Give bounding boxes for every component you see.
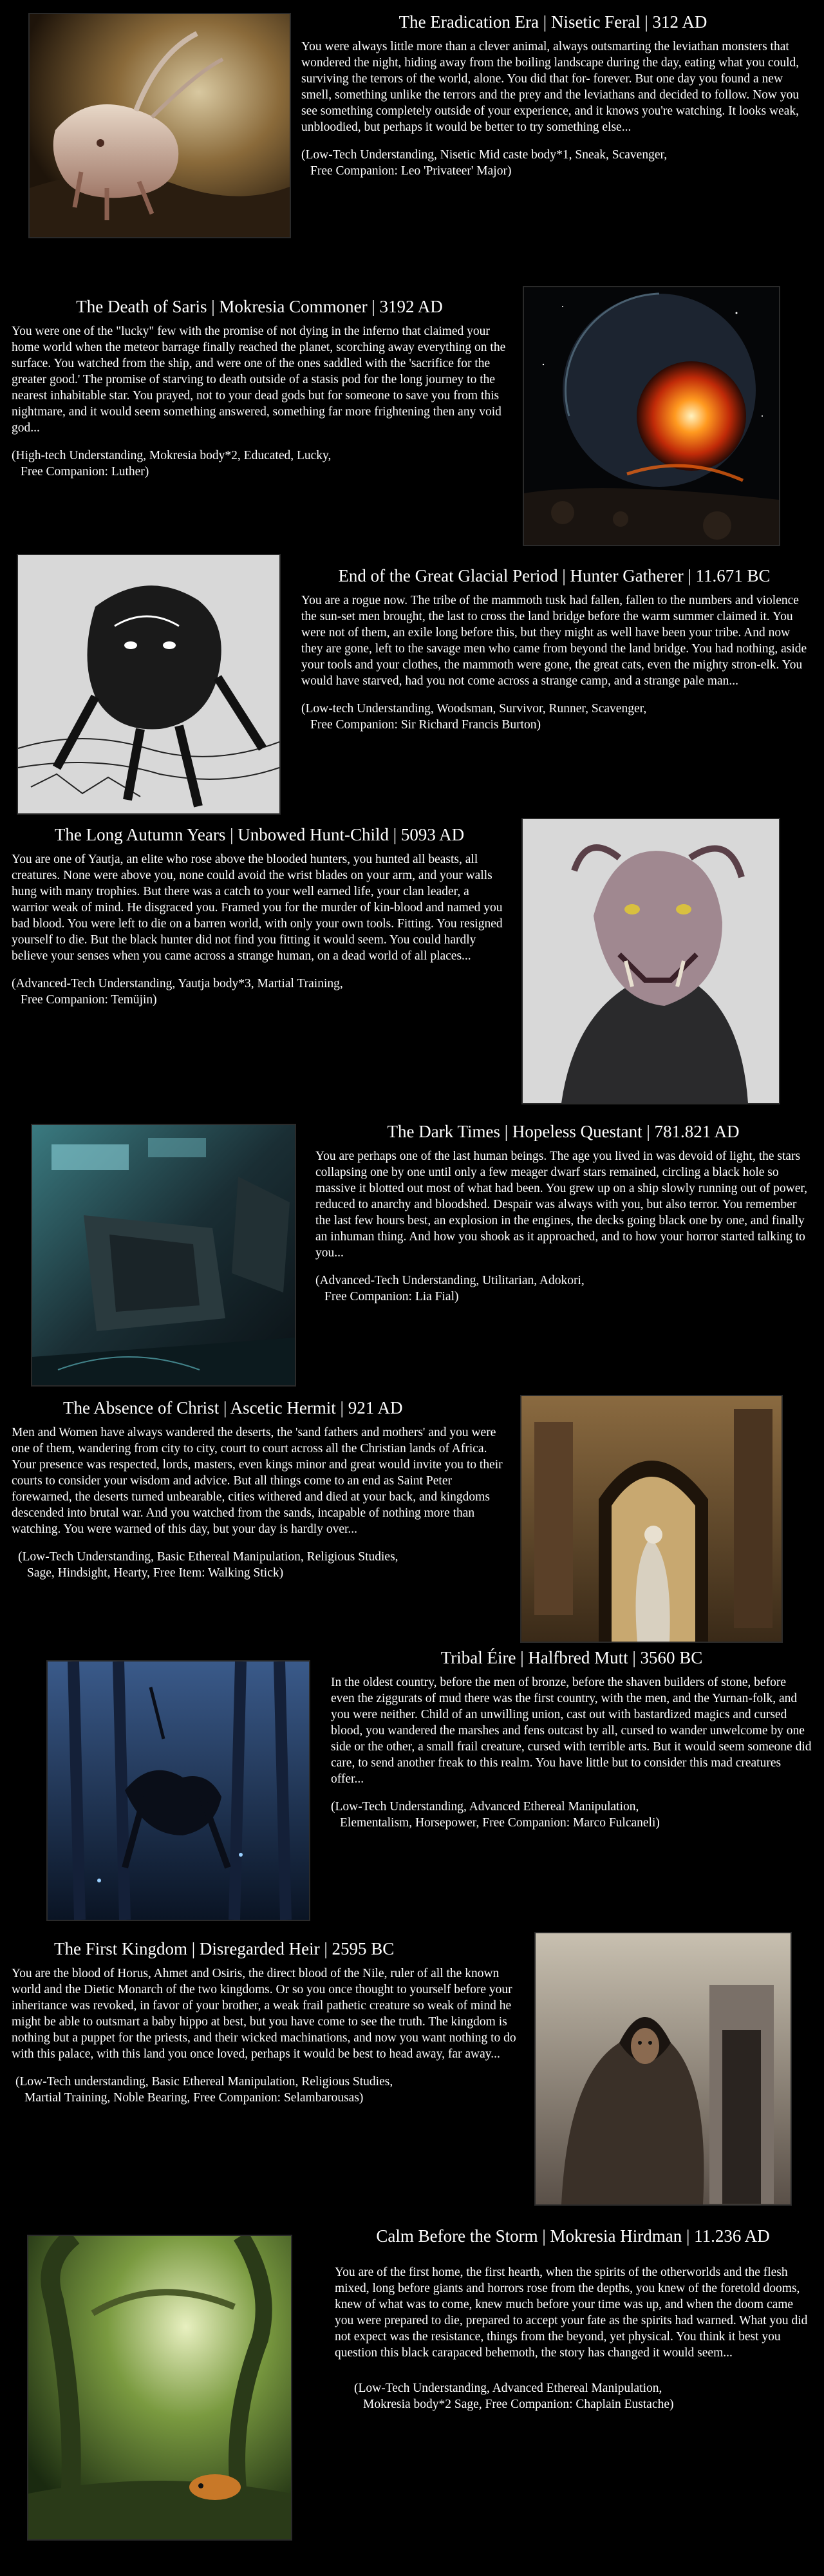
entry-companion: Free Companion: Sir Richard Francis Burton) [310,718,541,732]
entry-title: The Long Autumn Years | Unbowed Hunt-Child | 5093 AD [54,825,465,844]
entry-body: Men and Women have always wandered the deserts, the 'sand fathers and mothers' and you were one of them, wandering from city to city, court to court across all the Christian lands of Africa. Your presence was respected, lords, masters, even kings minor and great would invite you to their courts to consider your wisdom and advice. But all things come to an end as Saint Peter forewarned, the deserts turned unbearable, cities withered and died at your back, and kingdoms descended into brutal war. And you watched from the sands, incapable of nothing more than watching. You were warned of this day, but your day is hardly over... [12,1426,503,1536]
entry-stats [12,976,507,1008]
entry-stats [335,2380,811,2412]
entry-text [12,296,507,480]
entry-body: You are of the first home, the first hearth, when the spirits of the otherworlds and the flesh mixed, long before giants and horrors rose from the depths, you knew of the foretold dooms, knew of what was to come, knew much before your time was up, and when the doom came you were prepared to die, prepared to accept your fate as the spirits had warned. What you did not expect was the resistance, things from the beyond, yet physical. You think it best you question this black carapaced behemoth, the story has changed it would seem... [335,2266,808,2360]
entry-body: You are the blood of Horus, Ahmet and Osiris, the direct blood of the Nile, ruler of all the known world and the Dietic Monarch of the two kingdoms. Or so you once thought to yourself before your inheritance was revoked, in favor of your brother, a weak frail pathetic creature so weak of mind he might be able to outsmart a baby hippo at best, but you have come to see the truth. The kingdom is nothing but a puppet for the priests, and their wicked machinations, and now you want nothing to do with this palace, with this land you once loved, perhaps it would be best to head away, far away... [12,1967,516,2061]
entry-text [335,2226,811,2412]
entry-text [301,565,807,733]
entry-body: You are perhaps one of the last human beings. The age you lived in was devoid of light, the stars collapsing one by one until only a few meager dwarf stars remained, circling a black hole so massive it blotted out most of what had been. You grew up on a ship slowly running out of power, reduced to anarchy and bloodshed. Despair was always with you, but also terror. You remember the last few hours best, an explosion in the engines, the decks going black one by one, and finally an inhuman thing. And how you shook as it approached, and to how your horror started talking to you... [315,1150,807,1260]
entry-body: In the oldest country, before the men of bronze, before the shaven builders of stone, before even the ziggurats of mud there was the first country, with the men, and the Yurnan-folk, and you were neither. Child of an unwilling union, cast out with bastardized magics and cursed blood, you wandered the marshes and fens outcast by all, cursed to wander unwelcome by one side or the other, a small frail creature, cursed with terrible arts. But it would seem someone did care, to send another freak to this realm. You have little but to consider this mad creatures offer... [331,1676,812,1786]
entry-body: You are one of Yautja, an elite who rose above the blooded hunters, you hunted all beasts, all creatures. None were above you, none could avoid the wrist blades on your arm, and your walls hung with many trophies. But there was a catch to your well earned life, your clan leader, a warrior weak of mind. He disgraced you. Framed you for the murder of kin-blood and named you bad blood. You were left to die on a barren world, with only your own tools. Fitting. You resigned yourself to die. But the black hunter did not find you fitting it would seem. You could hardly believe your senses when you came across a strange human, on a dead world of all places... [12,853,503,963]
entry-title: Calm Before the Storm | Mokresia Hirdman | 11.236 AD [376,2226,770,2246]
entry-companion: Elementalism, Horsepower, Free Companion: Marco Fulcaneli) [340,1816,660,1830]
entry-tribal-eire [0,1649,824,1935]
entry-body: You were always little more than a clever animal, always outsmarting the leviathan monsters that wondered the night, hiding away from the boiling landscape during the day, eating what you could, surviving the terrors of the world, alone. You did that for- forever. But one day you found a new smell, something unlike the terrors and the prey and the leviathans and decided to follow. Now you see something completely outside of your experience, and it knows you're watching. It looks weak, unbloodied, but perhaps it would be better to try something else... [301,40,800,134]
entry-companion: Free Companion: Luther) [21,465,149,478]
entry-companion: Martial Training, Noble Bearing, Free Companion: Selambarousas) [24,2091,364,2105]
entry-companion: Free Companion: Temüjin) [21,993,157,1007]
entry-stats [331,1799,812,1831]
entry-text [315,1121,811,1305]
entry-title: The Absence of Christ | Ascetic Hermit | 921 AD [63,1398,403,1417]
entry-eradication-era [0,0,824,277]
entry-text [12,824,507,1008]
entry-stats [301,147,805,179]
entry-companion: Free Companion: Leo 'Privateer' Major) [310,164,512,178]
entry-title: The Death of Saris | Mokresia Commoner | 3192 AD [76,297,443,316]
entry-title: The Dark Times | Hopeless Questant | 781.821 AD [387,1122,740,1141]
entry-traits: (Advanced-Tech Understanding, Yautja body*3, Martial Training, [12,977,343,990]
jungle-creature-image [27,2235,292,2541]
entry-traits: (Low-Tech understanding, Basic Ethereal Manipulation, Religious Studies, [15,2075,393,2088]
desert-hermit-image [520,1395,783,1643]
entry-traits: (Low-Tech Understanding, Basic Ethereal Manipulation, Religious Studies, [18,1550,398,1564]
entry-death-of-saris [0,277,824,554]
entry-great-glacial-period [0,554,824,821]
entry-traits: (High-tech Understanding, Mokresia body*2, Educated, Lucky, [12,449,332,462]
entry-traits: (Low-tech Understanding, Woodsman, Survivor, Runner, Scavenger, [301,702,647,715]
planet-explosion-image [523,286,780,546]
entry-absence-of-christ [0,1391,824,1649]
entry-title: Tribal Éire | Halfbred Mutt | 3560 BC [440,1648,703,1667]
entry-first-kingdom [0,1938,824,2222]
entry-traits: (Low-Tech Understanding, Advanced Ethereal Manipulation, [331,1800,639,1814]
derelict-ship-image [31,1124,296,1387]
entry-companion: Sage, Hindsight, Hearty, Free Item: Walking Stick) [27,1566,284,1580]
entry-traits: (Low-Tech Understanding, Advanced Ethereal Manipulation, [354,2382,662,2395]
entry-traits: (Low-Tech Understanding, Nisetic Mid caste body*1, Sneak, Scavenger, [301,148,668,162]
yautja-portrait-image [521,818,780,1104]
entry-long-autumn-years [0,818,824,1121]
entry-stats [12,448,507,480]
entry-body: You are a rogue now. The tribe of the mammoth tusk had fallen, fallen to the numbers and violence the sun-set men brought, the last to cross the land bridge before the warm summer claimed it. You were not of them, an exile long before this, but they might as well have been your tribe. And now they are gone, left to the savage men who came from beyond the land bridge. You had nothing, aside your tools and your clothes, the mammoth were gone, the great cats, even the mighty stron-elk. You would have starved, had you not come across a strange camp, and a strange pale man... [301,594,807,688]
entry-traits: (Advanced-Tech Understanding, Utilitarian, Adokori, [315,1274,585,1287]
misty-forest-image [46,1660,310,1921]
entry-text [12,1397,507,1581]
entry-stats [315,1273,811,1305]
entry-text [301,12,805,179]
entry-title: The Eradication Era | Nisetic Feral | 312 AD [398,12,707,32]
entry-companion: Free Companion: Lia Fial) [324,1290,459,1303]
entry-text [331,1647,812,1831]
entry-title: End of the Great Glacial Period | Hunter Gatherer | 11.671 BC [338,566,771,585]
entry-text [12,1938,520,2106]
alien-creature-image [28,13,291,238]
entry-body: You were one of the "lucky" few with the promise of not dying in the inferno that claimed your home world when the meteor barrage finally reached the planet, scorching away everything on the surface. You watched from the ship, and were one of the ones saddled with the 'sacrifice for the greater good.' The promise of starving to death outside of a stasis pod for the long journey to the nearest inhabitable star. You prayed, not to your dead gods but for someone to save you from this nightmare, and it would seem something answered, something far more frightening then any void god... [12,325,506,435]
entry-calm-before-storm [0,2228,824,2576]
entry-stats [12,2074,520,2106]
ink-beast-image [17,554,281,815]
hooded-figure-image [534,1932,792,2206]
entry-dark-times [0,1124,824,1394]
entry-stats [301,701,807,733]
entry-stats [12,1549,507,1581]
entry-companion: Mokresia body*2 Sage, Free Companion: Chaplain Eustache) [363,2398,674,2411]
entry-title: The First Kingdom | Disregarded Heir | 2595 BC [54,1939,395,1958]
